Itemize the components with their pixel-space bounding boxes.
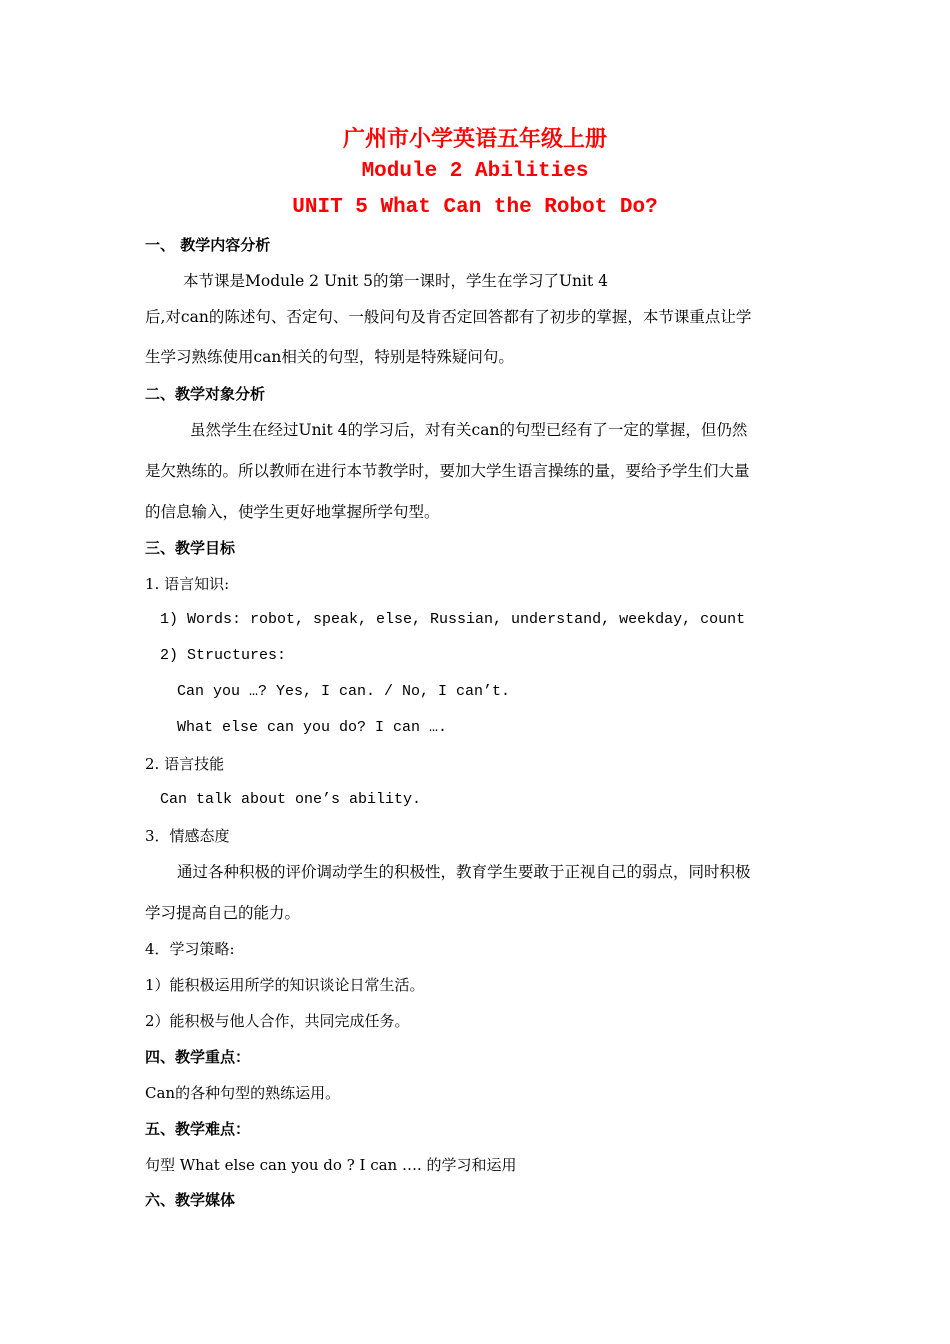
section-heading-objectives: 三、教学目标	[145, 539, 236, 557]
words-list: 1) Words: robot, speak, else, Russian, understand, weekday, count	[160, 611, 746, 628]
section-heading-media: 六、教学媒体	[145, 1191, 236, 1209]
section-heading-student-analysis: 二、教学对象分析	[145, 385, 266, 403]
list-item: 3．情感态度	[145, 827, 230, 845]
list-item: 4．学习策略:	[145, 940, 235, 958]
list-item: 2）能积极与他人合作，共同完成任务。	[145, 1012, 410, 1030]
module-title: Module 2 Abilities	[361, 160, 589, 183]
list-item: 1）能积极运用所学的知识谈论日常生活。	[145, 976, 425, 994]
list-item: 1. 语言知识:	[145, 575, 230, 593]
unit-title: UNIT 5 What Can the Robot Do?	[292, 196, 658, 219]
paragraph-line: 通过各种积极的评价调动学生的积极性，教育学生要敢于正视自己的弱点，同时积极	[177, 863, 751, 881]
section-heading-key-points: 四、教学重点：	[145, 1048, 251, 1066]
paragraph-line: 本节课是Module 2 Unit 5的第一课时，学生在学习了Unit 4	[183, 272, 608, 290]
paragraph-line: 虽然学生在经过Unit 4的学习后，对有关can的句型已经有了一定的掌握，但仍然	[190, 421, 748, 439]
section-heading-difficulties: 五、教学难点：	[145, 1120, 251, 1138]
document-title: 广州市小学英语五年级上册	[342, 127, 607, 152]
structure-line: Can you …? Yes, I can. / No, I can’t.	[177, 683, 511, 700]
list-item: 2. 语言技能	[145, 755, 225, 773]
paragraph-line: 的信息输入，使学生更好地掌握所学句型。	[145, 503, 440, 521]
paragraph-line: 学习提高自己的能力。	[145, 904, 301, 922]
paragraph-line: 是欠熟练的。所以教师在进行本节教学时，要加大学生语言操练的量，要给予学生们大量	[145, 462, 750, 480]
paragraph-line: 句型 What else can you do ? I can …. 的学习和运用	[145, 1156, 517, 1174]
paragraph-line: 生学习熟练使用can相关的句型，特别是特殊疑问句。	[145, 348, 514, 366]
section-heading-content-analysis: 一、 教学内容分析	[145, 236, 271, 254]
paragraph-line: Can的各种句型的熟练运用。	[145, 1084, 341, 1102]
structures-label: 2) Structures:	[160, 647, 287, 664]
paragraph-line: 后,对can的陈述句、否定句、一般问句及肯否定回答都有了初步的掌握，本节课重点让学	[145, 308, 752, 326]
structure-line: What else can you do? I can ….	[177, 719, 448, 736]
skill-text: Can talk about one’s ability.	[160, 791, 422, 808]
